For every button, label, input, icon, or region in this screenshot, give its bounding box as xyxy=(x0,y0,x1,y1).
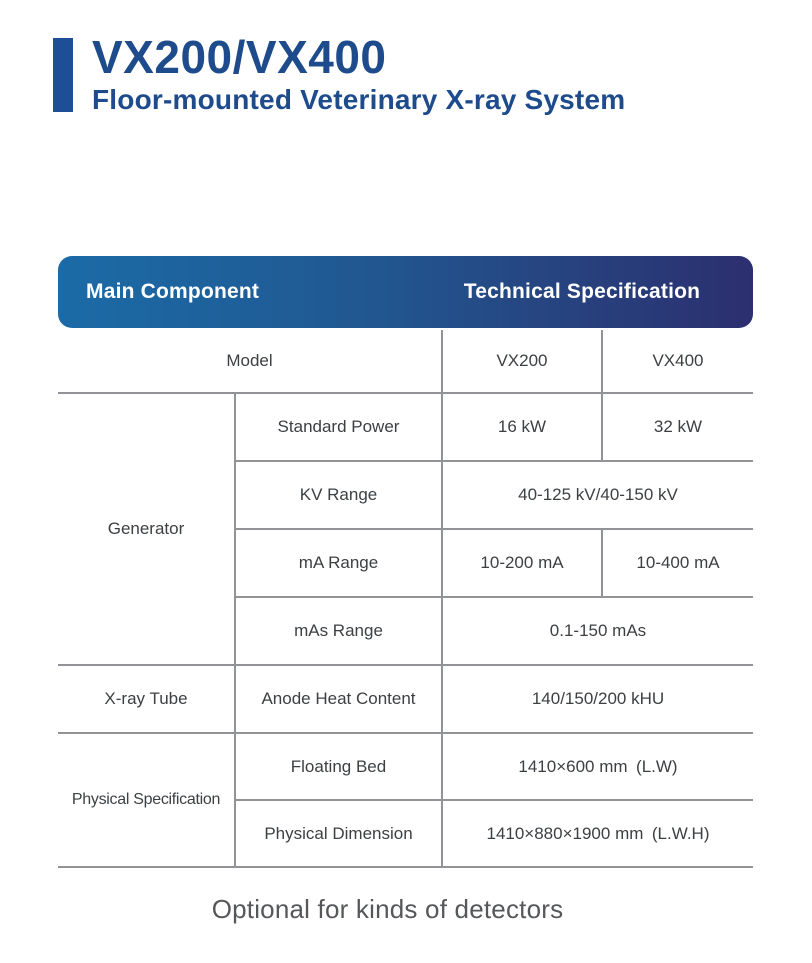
cell-kv-range-label: KV Range xyxy=(235,461,442,529)
title-accent-bar xyxy=(53,38,73,112)
table-row xyxy=(58,665,753,733)
cell-standard-power-label: Standard Power xyxy=(235,393,442,461)
cell-floating-bed-value: 1410×600 mm (L.W) xyxy=(442,733,753,800)
table-row xyxy=(58,393,753,461)
spec-table xyxy=(58,330,753,868)
cell-anode-heat-value: 140/150/200 kHU xyxy=(442,665,753,733)
cell-model-vx200: VX200 xyxy=(442,330,602,393)
cell-anode-heat-label: Anode Heat Content xyxy=(235,665,442,733)
spec-table-section xyxy=(58,256,753,925)
cell-generator-label: Generator xyxy=(58,393,235,665)
cell-physical-spec-label: Physical Specification xyxy=(58,733,235,867)
title-block xyxy=(53,31,626,115)
cell-physical-dimension-value: 1410×880×1900 mm (L.W.H) xyxy=(442,800,753,867)
cell-mas-range-label: mAs Range xyxy=(235,597,442,665)
table-row xyxy=(58,733,753,800)
cell-mas-range-value: 0.1-150 mAs xyxy=(442,597,753,665)
cell-ma-range-vx400: 10-400 mA xyxy=(602,529,753,597)
header-technical-specification: Technical Specification xyxy=(463,280,701,303)
page-title: VX200/VX400 xyxy=(92,31,387,83)
page-subtitle: Floor-mounted Veterinary X-ray System xyxy=(92,83,626,115)
cell-ma-range-vx200: 10-200 mA xyxy=(442,529,602,597)
cell-floating-bed-label: Floating Bed xyxy=(235,733,442,800)
cell-standard-power-vx400: 32 kW xyxy=(602,393,753,461)
cell-ma-range-label: mA Range xyxy=(235,529,442,597)
header-main-component: Main Component xyxy=(86,280,260,303)
title-text xyxy=(92,31,626,115)
cell-model-vx400: VX400 xyxy=(602,330,753,393)
cell-standard-power-vx200: 16 kW xyxy=(442,393,602,461)
footnote-text: Optional for kinds of detectors xyxy=(211,894,564,924)
cell-model-label: Model xyxy=(58,330,442,393)
cell-xray-tube-label: X-ray Tube xyxy=(58,665,235,733)
cell-physical-dimension-label: Physical Dimension xyxy=(235,800,442,867)
table-header-bar xyxy=(58,256,753,328)
cell-kv-range-value: 40-125 kV/40-150 kV xyxy=(442,461,753,529)
table-row xyxy=(58,330,753,393)
